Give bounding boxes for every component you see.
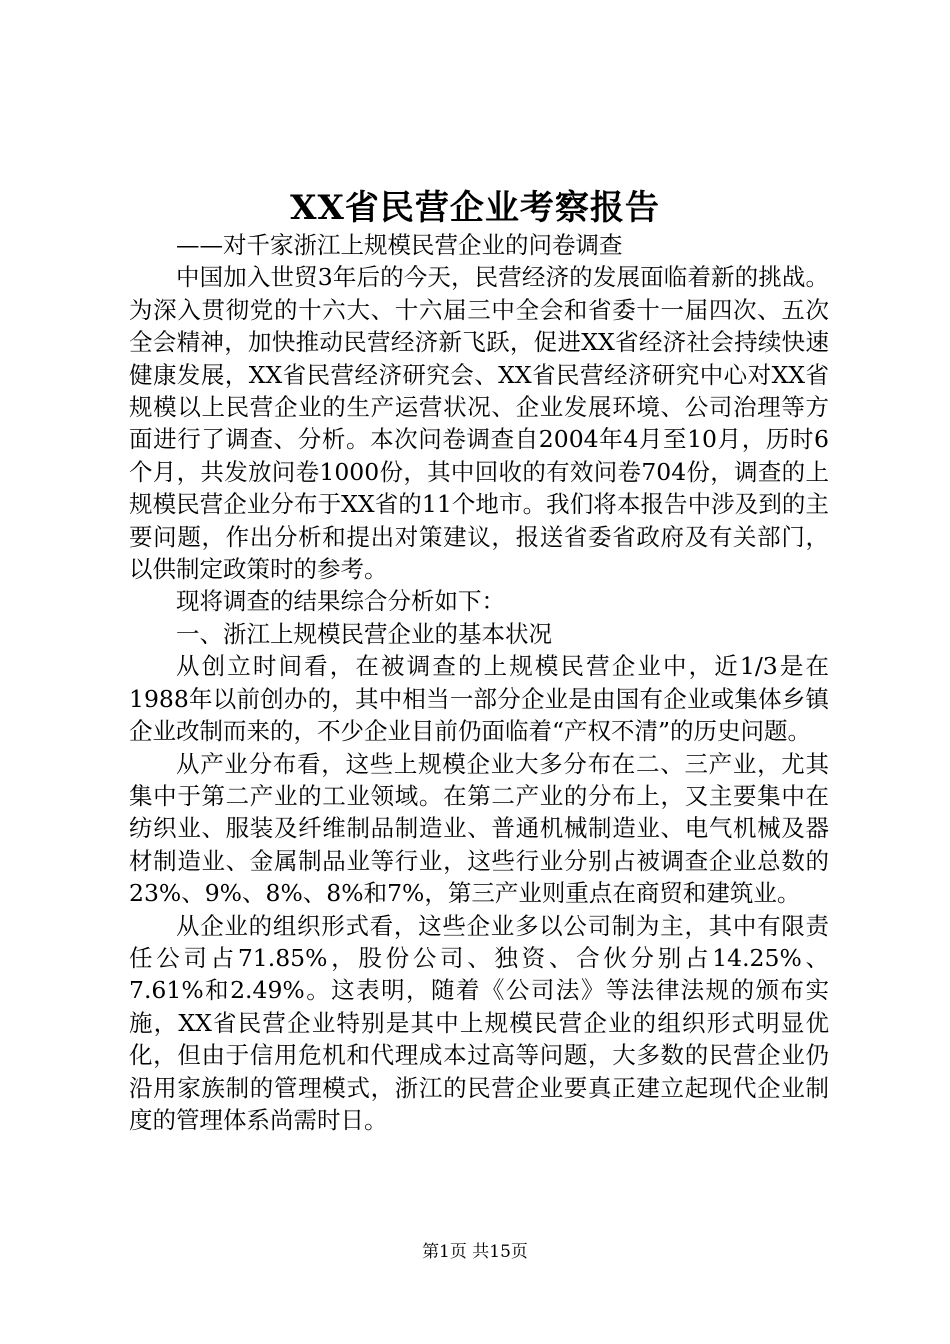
summary-lead-paragraph: 现将调查的结果综合分析如下： (176, 587, 505, 616)
section-heading: 一、浙江上规模民营企业的基本状况 (176, 619, 552, 648)
founding-time-paragraph: 从创立时间看，在被调查的上规模民营企业中，近1/3是在1988年以前创办的，其中相当一部分企业是由国有企业或集体乡镇企业改制而来的，不少企业目前仍面临着“产权不清”的历史问题。 (129, 652, 829, 746)
page-footer: 第1页 共15页 (422, 1242, 528, 1262)
industry-distribution-paragraph: 从产业分布看，这些上规模企业大多分布在二、三产业，尤其集中于第二产业的工业领域。在第二产业的分布上，又主要集中在纺织业、服装及纤维制品制造业、普通机械制造业、电气机械及器材制造业、金属制品业等行业，这些行业分别占被调查企业总数的23%、9%、8%、8%和7%，第三产业则重点在商贸和建筑业。 (129, 749, 829, 908)
subtitle-paragraph: ——对千家浙江上规模民营企业的问卷调查 (176, 231, 623, 259)
document-title: XX省民营企业考察报告 (290, 188, 660, 228)
document-body (129, 229, 829, 1136)
organization-form-paragraph: 从企业的组织形式看，这些企业多以公司制为主，其中有限责任公司占71.85%，股份公司、独资、合伙分别占14.25%、7.61%和2.49%。这表明，随着《公司法》等法律法规的颁布实施，XX省民营企业特别是其中上规模民营企业的组织形式明显优化，但由于信用危机和代理成本过高等问题，大多数的民营企业仍沿用家族制的管理模式，浙江的民营企业要真正建立起现代企业制度的管理体系尚需时日。 (129, 911, 829, 1134)
intro-paragraph: 中国加入世贸3年后的今天，民营经济的发展面临着新的挑战。为深入贯彻党的十六大、十六届三中全会和省委十一届四次、五次全会精神，加快推动民营经济新飞跃，促进XX省经济社会持续快速健康发展，XX省民营经济研究会、XX省民营经济研究中心对XX省规模以上民营企业的生产运营状况、企业发展环境、公司治理等方面进行了调查、分析。本次问卷调查自2004年4月至10月，历时6个月，共发放问卷1000份，其中回收的有效问卷704份，调查的上规模民营企业分布于XX省的11个地市。我们将本报告中涉及到的主要问题，作出分析和提出对策建议，报送省委省政府及有关部门，以供制定政策时的参考。 (129, 263, 829, 584)
